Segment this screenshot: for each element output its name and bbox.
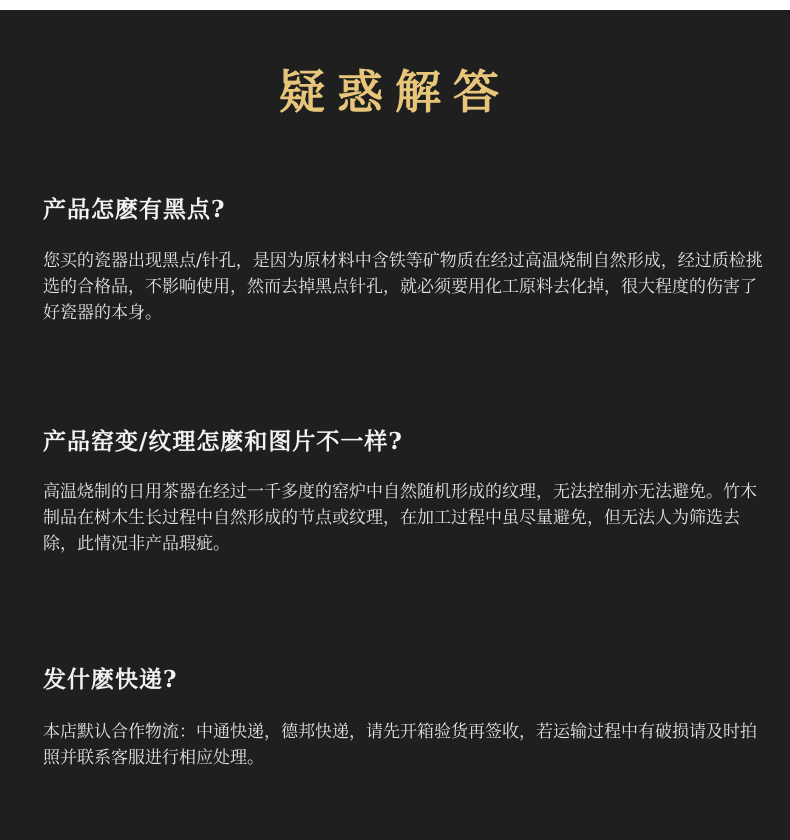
top-border (0, 0, 790, 10)
faq-question: 发什麽快递? (43, 666, 178, 693)
faq-question: 产品怎麽有黑点? (43, 196, 226, 223)
faq-answer: 高温烧制的日用茶器在经过一千多度的窑炉中自然随机形成的纹理，无法控制亦无法避免。竹木制品在树木生长过程中自然形成的节点或纹理，在加工过程中虽尽量避免，但无法人为筛选去除，此情况非产品瑕疵。 (43, 482, 757, 554)
faq-question: 产品窑变/纹理怎麽和图片不一样? (43, 428, 403, 455)
faq-item-shipping (43, 665, 763, 771)
page-title: 疑惑解答 (279, 65, 511, 119)
faq-answer: 本店默认合作物流：中通快递，德邦快递，请先开箱验货再签收，若运输过程中有破损请及时拍照并联系客服进行相应处理。 (43, 722, 757, 768)
faq-item-black-spots (43, 195, 763, 326)
faq-item-texture (43, 427, 763, 557)
faq-answer: 您买的瓷器出现黑点/针孔，是因为原材料中含铁等矿物质在经过高温烧制自然形成，经过质检挑选的合格品，不影响使用，然而去掉黑点针孔，就必须要用化工原料去化掉，很大程度的伤害了好瓷器的本身。 (43, 251, 763, 323)
